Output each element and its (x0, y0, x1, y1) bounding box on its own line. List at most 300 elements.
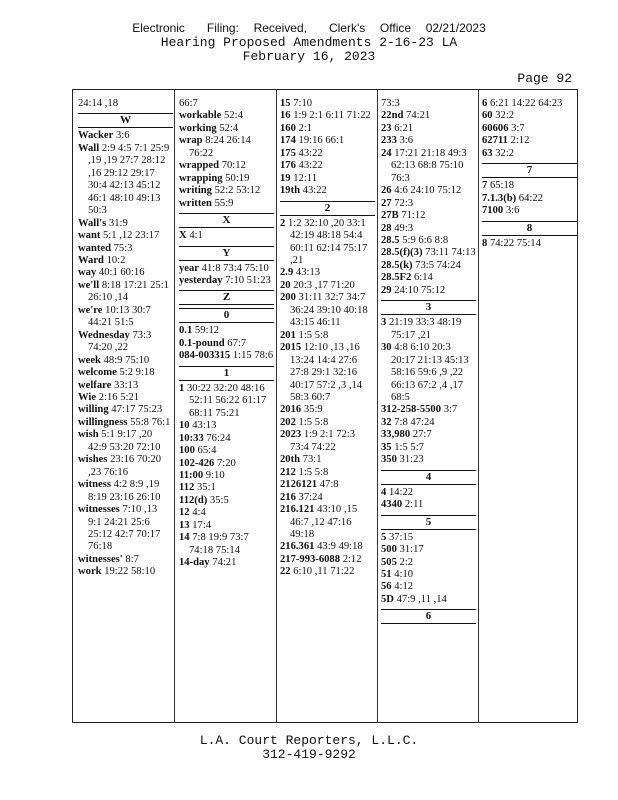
index-refs: 65:18 (489, 180, 515, 192)
index-word: 176 (280, 160, 296, 172)
index-word: 202 (280, 416, 296, 428)
index-entry (78, 380, 173, 392)
index-refs: 47:8 (319, 479, 339, 491)
index-entry (179, 520, 274, 532)
section-letter: 7 (482, 163, 577, 178)
index-word: 33,980 (381, 429, 411, 441)
index-entry (78, 243, 173, 255)
index-entry (280, 467, 375, 479)
index-entry (78, 454, 173, 479)
index-refs: 6:10 ,11 71:22 (293, 566, 355, 578)
index-entry (280, 541, 375, 553)
index-entry (179, 110, 274, 122)
index-refs: 2:11 (404, 499, 424, 511)
index-column-4 (381, 98, 476, 626)
index-refs: 52:2 53:12 (214, 185, 261, 197)
index-refs: 4:1 (189, 230, 203, 242)
index-word: 175 (280, 147, 296, 159)
index-refs: 27:7 (412, 429, 432, 441)
index-entry (78, 404, 173, 416)
index-entry (78, 367, 173, 379)
index-entry (179, 433, 274, 445)
index-refs: 7:8 19:9 73:7 74:18 75:14 (189, 532, 249, 556)
index-refs: 70:12 (221, 160, 246, 172)
index-entry (78, 479, 173, 504)
index-word: wrap (179, 135, 203, 147)
index-refs: 1:5 5:8 (298, 466, 329, 478)
index-refs: 2:16 5:21 (98, 391, 140, 403)
section-letter: 3 (381, 300, 476, 315)
index-refs: 1:15 78:6 (232, 350, 274, 362)
index-refs: 55:9 (214, 197, 234, 209)
index-refs: 74:21 (406, 110, 431, 122)
index-word: 62711 (482, 135, 508, 147)
index-entry (381, 235, 476, 247)
index-word: 27 (381, 197, 392, 209)
index-word: 201 (280, 329, 296, 341)
index-word: 7.1.3(b) (482, 192, 517, 204)
index-word: willing (78, 404, 109, 416)
index-word: 32 (381, 416, 392, 428)
index-word: wrapped (179, 160, 220, 172)
index-entry (381, 532, 476, 544)
index-entry (78, 429, 173, 454)
index-word: 2023 (280, 429, 302, 441)
index-refs: 35:1 (196, 482, 216, 494)
index-refs: 31:17 (399, 544, 424, 556)
index-word: 102-426 (179, 457, 215, 469)
index-entry (381, 499, 476, 511)
index-refs: 67:7 (227, 337, 247, 349)
index-entry (179, 185, 274, 197)
index-refs: 4:4 (192, 507, 206, 519)
index-entry (179, 263, 274, 275)
index-word: yesterday (179, 274, 223, 286)
index-refs: 8:7 (125, 553, 139, 565)
index-refs: 1:2 32:10 ,20 33:1 42:19 48:18 54:4 60:11 62:14 75:17 ,21 (287, 217, 368, 266)
index-refs: 12:10 ,13 ,16 13:24 14:4 27:6 27:8 29:1 32:16 40:17 57:2 ,3 ,14 58:3 60:7 (290, 342, 363, 403)
index-entry (381, 210, 476, 222)
index-entry (179, 350, 274, 362)
index-word: 22nd (381, 110, 404, 122)
index-word: 112(d) (179, 494, 208, 506)
index-word: 28.5(k) (381, 259, 413, 271)
index-entry (179, 420, 274, 432)
index-entry (179, 230, 274, 242)
index-entry (482, 123, 577, 135)
index-word: 5D (381, 593, 394, 605)
index-entry (381, 557, 476, 569)
section-letter: 8 (482, 221, 577, 236)
index-refs: 43:13 (295, 267, 321, 279)
index-entry (381, 123, 476, 135)
footer-company: L.A. Court Reporters, L.L.C. (199, 733, 419, 748)
index-word: 4 (381, 486, 387, 498)
filing-stamp: Electronic Filing: Received, Clerk's Office 02/21/2023 (132, 21, 486, 35)
index-entry (78, 267, 173, 279)
index-entry (179, 458, 274, 470)
index-refs: 9:10 (205, 469, 225, 481)
index-entry (179, 495, 274, 507)
index-refs: 35:5 (209, 494, 229, 506)
index-entry (482, 193, 577, 205)
column-separator (276, 90, 277, 722)
index-word: X (179, 230, 187, 242)
index-entry (179, 135, 274, 160)
index-entry (482, 135, 577, 147)
index-word: welcome (78, 367, 117, 379)
index-entry (179, 325, 274, 337)
section-letter: 4 (381, 470, 476, 485)
index-word: 60 (482, 110, 493, 122)
index-entry (78, 392, 173, 404)
index-entry (381, 487, 476, 499)
index-entry (179, 532, 274, 557)
index-refs: 17:21 21:18 49:3 62:13 68:8 75:10 76:3 (391, 147, 467, 184)
index-entry (280, 404, 375, 416)
index-refs: 5:9 6:6 8:8 (402, 234, 449, 246)
index-refs: 4:6 24:10 75:12 (394, 185, 462, 197)
index-word: 350 (381, 454, 397, 466)
index-entry (280, 110, 375, 122)
index-word: 2126121 (280, 479, 318, 491)
index-word: Wall (78, 142, 100, 154)
index-refs: 12:11 (293, 172, 317, 184)
index-refs: 31:23 (399, 454, 424, 466)
index-column-3 (280, 98, 375, 579)
index-entry (381, 544, 476, 556)
index-word: 11:00 (179, 469, 204, 481)
index-refs: 71:12 (401, 210, 426, 222)
index-entry (280, 330, 375, 342)
index-refs: 43:22 (298, 160, 323, 172)
index-word: 7100 (482, 205, 504, 217)
index-word: workable (179, 110, 222, 122)
index-refs: 2:9 4:5 7:1 25:9 ,19 ,19 27:7 28:12 ,16 29:12 29:17 30:4 42:13 45:12 46:1 48:10 49:13 50:3 (88, 142, 170, 217)
index-frame (72, 89, 578, 723)
index-entry (78, 417, 173, 429)
index-entry (280, 492, 375, 504)
index-entry (381, 223, 476, 235)
index-word: wrapping (179, 172, 223, 184)
index-word: 0.1 (179, 325, 193, 337)
index-refs: 19:22 58:10 (104, 566, 156, 578)
index-word: we'll (78, 279, 100, 291)
index-entry (78, 98, 173, 110)
index-refs: 2:2 (399, 556, 414, 568)
index-word: welfare (78, 379, 112, 391)
hearing-date: February 16, 2023 (242, 49, 376, 64)
index-refs: 20:3 ,17 71:20 (293, 279, 355, 291)
index-refs: 14:22 (388, 486, 414, 498)
index-entry (381, 110, 476, 122)
index-refs: 59:12 (194, 325, 220, 337)
index-entry (482, 98, 577, 110)
index-word: 20th (280, 454, 301, 466)
index-word: 28 (381, 222, 392, 234)
index-entry (78, 130, 173, 142)
index-word: 35 (381, 441, 392, 453)
index-word: 3 (381, 317, 387, 329)
index-word: 19th (280, 185, 301, 197)
index-word: 4340 (381, 499, 403, 511)
index-word: 30 (381, 342, 392, 354)
index-refs: 10:13 30:7 44:21 51:5 (88, 304, 151, 329)
index-entry (280, 417, 375, 429)
index-refs: 43:22 (302, 185, 327, 197)
index-word: way (78, 267, 97, 279)
index-entry (482, 180, 577, 192)
index-entry (381, 594, 476, 606)
index-refs: 48:9 75:10 (103, 354, 150, 366)
index-word: 160 (280, 122, 296, 134)
index-refs: 50:19 (225, 172, 250, 184)
index-refs: 65:4 (197, 445, 217, 457)
index-refs: 73:3 (381, 98, 400, 109)
index-entry (78, 554, 173, 566)
index-refs: 66:7 (179, 98, 198, 109)
index-entry (179, 98, 274, 110)
section-letter: 5 (381, 515, 476, 530)
index-entry (381, 442, 476, 454)
index-entry (280, 160, 375, 172)
index-entry (280, 135, 375, 147)
index-refs: 72:3 (394, 197, 414, 209)
index-entry (381, 317, 476, 342)
index-word: 28.5 (381, 234, 400, 246)
index-entry (78, 566, 173, 578)
index-column-2 (179, 98, 274, 570)
index-refs: 76:24 (206, 432, 231, 444)
index-refs: 47:17 75:23 (111, 404, 163, 416)
index-word: 1 (179, 382, 185, 394)
index-refs: 10:2 (106, 254, 126, 266)
index-entry (179, 383, 274, 420)
index-refs: 7:10 (293, 98, 313, 109)
index-refs: 19:16 66:1 (298, 135, 345, 147)
index-refs: 30:22 32:20 48:16 52:11 56:22 61:17 68:11 75:21 (186, 382, 267, 419)
index-refs: 17:4 (192, 519, 212, 531)
index-refs: 2:12 (510, 135, 530, 147)
index-word: 212 (280, 466, 296, 478)
index-refs: 49:3 (394, 222, 414, 234)
index-entry (280, 218, 375, 268)
index-refs: 32:2 (495, 110, 515, 122)
index-entry (179, 160, 274, 172)
index-refs: 3:7 (511, 122, 525, 134)
index-entry (179, 173, 274, 185)
column-separator (174, 90, 175, 722)
index-entry (179, 470, 274, 482)
index-entry (179, 445, 274, 457)
index-entry (280, 148, 375, 160)
index-refs: 1:9 2:1 72:3 73:4 74:22 (290, 429, 356, 453)
index-entry (381, 247, 476, 259)
index-word: 10:33 (179, 432, 204, 444)
index-entry (381, 581, 476, 593)
index-word: 2 (280, 217, 286, 229)
index-refs: 4:10 (394, 568, 414, 580)
section-letter: 1 (179, 366, 274, 381)
index-word: 20 (280, 279, 291, 291)
index-refs: 64:22 (518, 192, 543, 204)
index-word: 51 (381, 568, 392, 580)
index-entry (280, 173, 375, 185)
index-refs: 41:8 73:4 75:10 (201, 262, 269, 274)
index-refs: 47:9 ,11 ,14 (396, 593, 447, 605)
index-word: 29 (381, 284, 392, 296)
section-letter: 6 (381, 609, 476, 624)
index-word: week (78, 354, 101, 366)
index-column-1 (78, 98, 173, 579)
index-refs: 23:16 70:20 ,23 76:16 (88, 454, 162, 478)
index-word: 14 (179, 532, 190, 544)
index-word: 7 (482, 180, 488, 192)
index-refs: 8:24 26:14 76:22 (189, 135, 251, 159)
index-word: 233 (381, 135, 397, 147)
index-word: working (179, 122, 217, 134)
index-refs: 6:14 (413, 272, 433, 284)
index-word: 216.361 (280, 541, 315, 553)
index-entry (78, 330, 173, 355)
index-word: 22 (280, 566, 291, 578)
section-letter: W (78, 113, 173, 128)
index-refs: 31:9 (108, 217, 128, 229)
index-refs: 3:7 (443, 404, 458, 416)
index-word: 174 (280, 135, 296, 147)
index-entry (280, 504, 375, 541)
index-refs: 37:15 (388, 531, 414, 543)
index-refs: 1:5 5:8 (298, 416, 329, 428)
index-word: 217-993-6088 (280, 553, 341, 565)
index-refs: 8:18 17:21 25:1 26:10 ,14 (88, 279, 169, 304)
index-refs: 2:1 (298, 122, 313, 134)
index-refs: 40:1 60:16 (98, 267, 145, 279)
index-refs: 5:1 9:17 ,20 42:9 53:20 72:10 (88, 429, 161, 453)
section-letter: 0 (179, 308, 274, 323)
index-word: witnesses' (78, 553, 123, 565)
index-entry (280, 342, 375, 404)
index-word: 2.9 (280, 267, 294, 279)
index-entry (381, 272, 476, 284)
index-refs: 73:5 74:24 (415, 259, 461, 271)
index-refs: 1:9 2:1 6:11 71:22 (293, 110, 371, 122)
index-refs: 7:10 ,13 9:1 24:21 25:6 25:12 42:7 70:17 76:18 (88, 504, 161, 553)
index-word: 23 (381, 122, 392, 134)
index-entry (280, 479, 375, 491)
index-entry (78, 218, 173, 230)
index-refs: 43:9 49:18 (317, 541, 363, 553)
index-word: 5 (381, 531, 387, 543)
index-refs: 3:6 (505, 205, 520, 217)
index-refs: 1:5 5:7 (394, 441, 424, 453)
index-refs: 7:20 (216, 457, 236, 469)
index-word: writing (179, 185, 212, 197)
index-entry (381, 417, 476, 429)
index-refs: 32:2 (495, 147, 515, 159)
index-refs: 5:1 ,12 23:17 (103, 230, 160, 242)
index-entry (280, 292, 375, 329)
index-entry (280, 185, 375, 197)
index-refs: 33:13 (114, 379, 139, 391)
index-entry (280, 280, 375, 292)
index-entry (78, 280, 173, 305)
index-entry (381, 185, 476, 197)
index-refs: 43:22 (298, 147, 323, 159)
index-entry (482, 148, 577, 160)
index-entry (179, 275, 274, 287)
index-word: 200 (280, 292, 296, 304)
index-word: 500 (381, 544, 397, 556)
index-refs: 52:4 (219, 122, 239, 134)
index-word: written (179, 197, 212, 209)
index-refs: 35:9 (303, 404, 323, 416)
index-entry (78, 255, 173, 267)
column-separator (478, 90, 479, 722)
index-word: year (179, 262, 199, 274)
index-entry (78, 504, 173, 554)
index-word: Ward (78, 254, 104, 266)
index-word: Wie (78, 391, 97, 403)
index-word: Wacker (78, 130, 114, 142)
index-entry (482, 110, 577, 122)
index-word: want (78, 230, 101, 242)
index-entry (78, 143, 173, 218)
section-letter: X (179, 213, 274, 228)
index-refs: 6:21 14:22 64:23 (489, 98, 563, 109)
index-refs: 3:6 (399, 135, 414, 147)
index-refs: 31:11 32:7 34:7 36:24 39:10 40:18 43:15 46:11 (290, 292, 368, 329)
index-entry (381, 342, 476, 404)
index-entry (381, 98, 476, 110)
index-refs: 73:3 74:20 ,22 (88, 329, 152, 354)
index-word: we're (78, 304, 103, 316)
index-word: 28.5F2 (381, 272, 412, 284)
index-word: 312-258-5500 (381, 404, 442, 416)
index-refs: 74:21 (212, 557, 237, 569)
index-entry (179, 338, 274, 350)
index-word: 8 (482, 237, 488, 249)
index-word: 19 (280, 172, 291, 184)
index-word: 15 (280, 98, 291, 109)
index-word: 28.5(f)(3) (381, 247, 423, 259)
index-word: 2016 (280, 404, 302, 416)
index-entry (381, 285, 476, 297)
index-word: 084-003315 (179, 350, 231, 362)
index-entry (482, 205, 577, 217)
index-refs: 2:12 (342, 553, 362, 565)
index-entry (381, 454, 476, 466)
index-word: 13 (179, 519, 190, 531)
index-entry (381, 260, 476, 272)
index-word: 63 (482, 147, 493, 159)
index-entry (78, 355, 173, 367)
index-refs: 24:14 ,18 (78, 98, 119, 109)
index-word: 16 (280, 110, 291, 122)
index-word: willingness (78, 416, 128, 428)
index-word: 26 (381, 185, 392, 197)
index-word: 112 (179, 482, 195, 494)
index-entry (280, 566, 375, 578)
index-entry (179, 198, 274, 210)
index-entry (78, 305, 173, 330)
index-word: Wall's (78, 217, 107, 229)
page-number: Page 92 (517, 71, 572, 86)
index-word: 14-day (179, 557, 210, 569)
index-refs: 52:4 (224, 110, 243, 122)
index-refs: 7:8 47:24 (394, 416, 435, 428)
index-word: witnesses (78, 504, 120, 516)
